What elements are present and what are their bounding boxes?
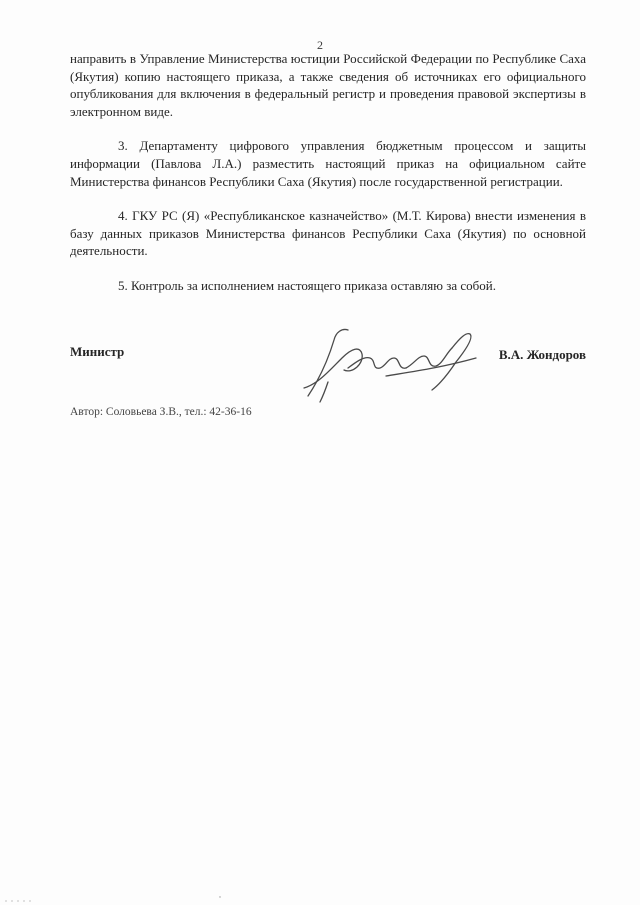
signer-name: В.А. Жондоров <box>498 347 586 362</box>
paragraph-item-4: 4. ГКУ РС (Я) «Республиканское казначейство» (М.Т. Кирова) внести изменения в базу данных приказов Министерства финансов Республики Саха (Якутия) по основной деятельности. <box>70 208 586 259</box>
document-body <box>70 50 586 295</box>
position-title: Министр <box>70 344 125 359</box>
paragraph-item-5: 5. Контроль за исполнением настоящего приказа оставляю за собой. <box>118 277 496 293</box>
handwritten-signature <box>290 318 490 408</box>
paragraph-item-3: 3. Департаменту цифрового управления бюджетным процессом и защиты информации (Павлова Л.А.) разместить настоящий приказ на официальном сайте Министерства финансов Республики Саха (Якутия) после государственной регистрации. <box>70 138 586 189</box>
signature-block <box>70 336 586 416</box>
paragraph-continuation: направить в Управление Министерства юстиции Российской Федерации по Республике Саха (Якутия) копию настоящего приказа, а также сведения об источниках его официального опубликования для включения в федеральный регистр и проведения правовой экспертизы в электронном виде. <box>70 51 586 119</box>
author-contact-line: Автор: Соловьева З.В., тел.: 42-36-16 <box>70 406 252 418</box>
page-number: 2 <box>317 38 323 52</box>
scan-noise-dots <box>0 885 640 905</box>
